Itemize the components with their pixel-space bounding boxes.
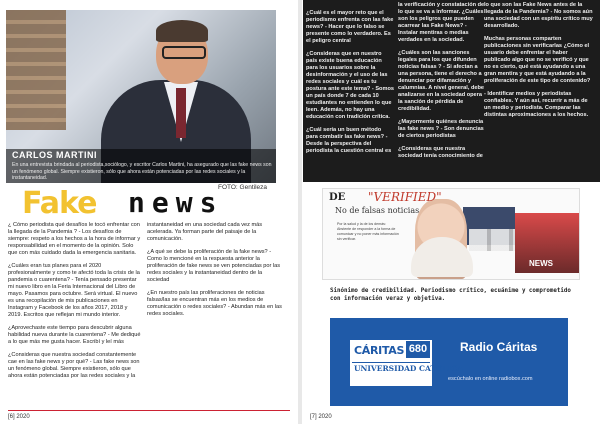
- right-column-1: [306, 10, 394, 161]
- paragraph: instantaneidad en una sociedad cada vez más acelerada. Ya forman parte del paisaje de la comunicación.: [147, 222, 263, 242]
- paragraph: ¿ Cómo periodista qué desafíos le tocó enfrentar con la llegada de la Pandemia ? - Los desafíos de siempre: respeto a los hechos a la hora de informar y responsabilidad en el momento de la opinión. Solo que con más cuidado dada la emergencia sanitaria.: [8, 222, 141, 256]
- paragraph: ¿Aprovechaste este tiempo para descubrir alguna habilidad nueva durante la cuarentena? - Me dediqué a lo que más me gusta hacer. Escribí y leí más: [8, 325, 141, 345]
- paragraph: ¿Cuáles eran tus planes para el 2020 profesionalmente y como te afectó toda la crisis de la pandemia o cuarentena? - Tenía pensado presentar mi nuevo libro en la Feria Internacional del Libro de mayo. Pasamos para octubre. Será virtual. El nuevo es una recopilación de mis publicaciones en Instagram y Facebook de los años 2017, 2018 y 2019. Escritos que reflejan mi mundo interior.: [8, 263, 140, 318]
- photo-name: CARLOS MARTINI: [12, 150, 97, 160]
- title-fake: Fake: [22, 186, 97, 221]
- person-hair: [156, 20, 208, 42]
- person-tie: [176, 88, 186, 138]
- right-column-3: [484, 2, 594, 125]
- left-column-2: [147, 222, 283, 324]
- right-column-2: [398, 2, 486, 166]
- photo-credit: FOTO: Gentileza: [218, 184, 268, 191]
- page-gutter: [298, 0, 302, 424]
- photo-caption: En una entrevista brindada al periodista,sociólogo, y escritor Carlos Martini, ha asegurado que las fake news son un fenómeno global. Siempre existieron, sólo que ahora están potenciadas por las redes sociales y la instantaneidad.: [12, 162, 272, 181]
- logo-divider: [352, 362, 430, 363]
- glasses-icon: [162, 46, 206, 59]
- paragraph: la verificación y constatación de lo que se va a informar. ¿Cuáles son los peligros que pueden acarrear las Fake News? - Instalar mentiras o medias verdades en la sociedad.: [398, 2, 485, 43]
- paragraph: ¿Mayormente quiénes denuncia las fake news ? - Son denuncias de ciertos periodistas: [398, 119, 484, 139]
- radio-title: Radio Cáritas: [460, 340, 538, 354]
- verified-word: "VERIFIED": [368, 190, 442, 204]
- paragraph: ¿Cuáles son las sanciones legales para los que difunden noticias falsas ? - Si afectan a una persona, tiene el derecho a denunciar por difamación y calumnias. A nivel general, debe analizarse en la sociedad opera la sanción de pérdida de credibilidad.: [398, 50, 485, 112]
- left-column-1: [8, 222, 142, 386]
- verified-de: DE: [329, 192, 346, 203]
- title-news: news: [128, 186, 224, 219]
- paragraph: lo que son las Fake News antes de la llegada de la Pandemia? - No somos aún una sociedad con un espíritu crítico muy desarrollado.: [484, 2, 593, 29]
- paragraph: ¿A qué se debe la proliferación de la fake news? - Como lo mencioné en la respuesta anterior la proliferación de fake news se ven potenciadas por las redes sociales y la instantaneidad dentro de la sociedad: [147, 249, 281, 283]
- paragraph: ¿Consideras que nuestra sociedad constantemente cae en las fake news y por qué? - Las fake news son un fenómeno global. Siempre existieron, sólo que ahora están potenciadas por las redes sociales y la: [8, 352, 140, 379]
- verified-subtitle: No de falsas noticias: [335, 206, 420, 215]
- page-number-left: [6] 2020: [8, 414, 30, 420]
- page-number-right: [7] 2020: [310, 414, 332, 420]
- paragraph: ¿En nuestro país las proliferaciones de noticias falsas/las se encuentran más en los medios de comunicación o redes sociales? - Abundan más en las redes sociales.: [147, 290, 282, 317]
- university-name: UNIVERSIDAD CATÓLICA: [354, 364, 464, 373]
- radio-ad[interactable]: [330, 318, 568, 406]
- paragraph: - Identificar medios y periodistas confiables. Y aún así, recurrir a más de un medio y periodista. Comparar las distintas aproximaciones a los hechos.: [484, 91, 589, 118]
- verified-note: Por la salud y la de los demás: Abstente de responder a la forma de comunicar y no poner más información sin verificar.: [337, 222, 399, 241]
- paragraph: ¿Consideras que en nuestro país existe buena educación para los usuarios sobre la desinformación y el uso de las redes sociales y cuál es tu postura ante este tema? - Somos un país donde 7 de cada 10 estudiantes no entienden lo que leen. Además, no hay una educación con tradición crítica.: [306, 51, 394, 120]
- verified-news-image: [322, 188, 580, 280]
- paragraph: ¿Cuál es el mayor reto que el periodismo enfrenta con las fake news? - Hacer que lo falso se presente como lo verdadero. Es el peligro central: [306, 10, 394, 44]
- news-label: NEWS: [529, 259, 553, 268]
- paragraph: ¿Consideras que nuestra sociedad tenía conocimiento de: [398, 146, 483, 159]
- paragraph: Muchas personas comparten publicaciones sin verificarlas ¿Cómo el usuario debe enfrentar el haber publicado algo que no se verificó y que no es cierto, qué está ayudando a una gran mentira y que está ayudando a la proliferación de este tipo de contenido?: [484, 36, 591, 84]
- footer-rule: [8, 410, 290, 411]
- frequency-badge: 680: [406, 341, 430, 358]
- radio-url[interactable]: escúchalo en online radiobox.com: [448, 376, 533, 382]
- caritas-brand: CÁRITAS: [354, 344, 405, 357]
- interview-photo: [6, 10, 276, 183]
- paragraph: ¿Cuál sería un buen método para combatir las fake news? - Desde la perspectiva del periodista la cuestión central es: [306, 127, 392, 154]
- credibility-slogan: Sinónimo de credibilidad. Periodismo crítico, ecuánime y comprometido con información veraz y objetiva.: [330, 288, 571, 302]
- bookshelf-graphic: [6, 10, 66, 130]
